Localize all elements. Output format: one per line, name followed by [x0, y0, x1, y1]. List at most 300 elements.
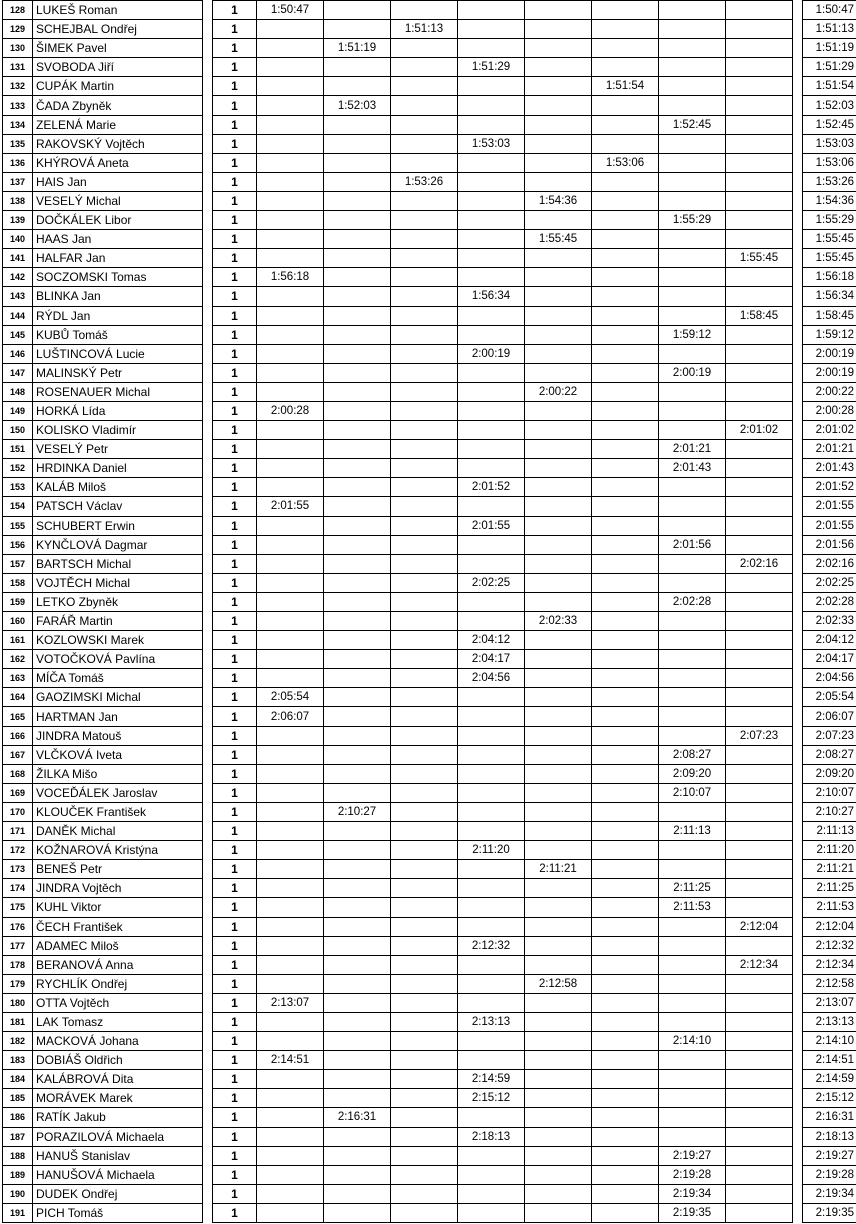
competitor-name-cell: DOČKÁLEK Libor	[33, 211, 203, 230]
split-time-cell: 2:18:13	[458, 1127, 525, 1146]
split-time-cell	[659, 478, 726, 497]
split-time-cell	[592, 879, 659, 898]
split-time-cell: 1:51:13	[391, 20, 458, 39]
split-time-cell	[525, 421, 592, 440]
split-time-cell	[324, 401, 391, 420]
spacer-cell	[203, 554, 213, 573]
split-time-cell	[726, 936, 793, 955]
split-time-cell	[592, 1165, 659, 1184]
competitor-name-cell: ROSENAUER Michal	[33, 382, 203, 401]
spacer-cell	[793, 325, 803, 344]
split-time-cell	[726, 898, 793, 917]
spacer-cell	[793, 650, 803, 669]
split-time-cell	[726, 1051, 793, 1070]
split-time-cell: 2:14:59	[458, 1070, 525, 1089]
split-time-cell	[592, 421, 659, 440]
split-time-cell	[257, 612, 324, 631]
competitor-name-cell: HARTMAN Jan	[33, 707, 203, 726]
total-time-cell: 2:02:33	[803, 612, 856, 631]
position-cell: 169	[3, 783, 33, 802]
split-time-cell: 2:01:02	[726, 421, 793, 440]
position-cell: 168	[3, 764, 33, 783]
table-row	[3, 382, 856, 401]
split-time-cell	[324, 1070, 391, 1089]
split-time-cell	[391, 631, 458, 650]
total-time-cell: 2:01:52	[803, 478, 856, 497]
split-time-cell	[257, 1089, 324, 1108]
position-cell: 187	[3, 1127, 33, 1146]
split-time-cell	[257, 764, 324, 783]
position-cell: 171	[3, 822, 33, 841]
table-row	[3, 1, 856, 20]
split-time-cell: 1:56:18	[257, 268, 324, 287]
competitor-name-cell: HANUŠOVÁ Michaela	[33, 1165, 203, 1184]
split-time-cell	[257, 631, 324, 650]
split-time-cell	[391, 1184, 458, 1203]
spacer-cell	[793, 134, 803, 153]
position-cell: 137	[3, 172, 33, 191]
total-time-cell: 2:19:35	[803, 1203, 856, 1222]
split-time-cell	[726, 459, 793, 478]
split-time-cell: 2:01:56	[659, 535, 726, 554]
split-time-cell	[391, 344, 458, 363]
split-time-cell	[726, 268, 793, 287]
spacer-cell	[793, 783, 803, 802]
laps-cell: 1	[213, 1012, 257, 1031]
spacer-cell	[793, 58, 803, 77]
split-time-cell	[324, 1203, 391, 1222]
split-time-cell: 2:05:54	[257, 688, 324, 707]
split-time-cell	[659, 974, 726, 993]
split-time-cell	[659, 1012, 726, 1031]
split-time-cell	[592, 287, 659, 306]
split-time-cell: 1:51:29	[458, 58, 525, 77]
split-time-cell	[391, 936, 458, 955]
split-time-cell	[525, 459, 592, 478]
split-time-cell: 2:04:12	[458, 631, 525, 650]
laps-cell: 1	[213, 363, 257, 382]
split-time-cell	[257, 1070, 324, 1089]
split-time-cell	[525, 401, 592, 420]
position-cell: 166	[3, 726, 33, 745]
laps-cell: 1	[213, 669, 257, 688]
split-time-cell: 1:56:34	[458, 287, 525, 306]
position-cell: 181	[3, 1012, 33, 1031]
split-time-cell	[257, 39, 324, 58]
split-time-cell	[592, 554, 659, 573]
split-time-cell: 2:01:43	[659, 459, 726, 478]
position-cell: 184	[3, 1070, 33, 1089]
competitor-name-cell: VLČKOVÁ Iveta	[33, 745, 203, 764]
spacer-cell	[793, 612, 803, 631]
total-time-cell: 2:04:17	[803, 650, 856, 669]
split-time-cell	[391, 860, 458, 879]
split-time-cell	[324, 535, 391, 554]
split-time-cell	[592, 650, 659, 669]
competitor-name-cell: HALFAR Jan	[33, 249, 203, 268]
spacer-cell	[793, 631, 803, 650]
table-row	[3, 1089, 856, 1108]
split-time-cell	[592, 1108, 659, 1127]
total-time-cell: 2:00:22	[803, 382, 856, 401]
table-row	[3, 612, 856, 631]
split-time-cell	[525, 554, 592, 573]
split-time-cell	[659, 134, 726, 153]
split-time-cell	[726, 822, 793, 841]
split-time-cell	[458, 1032, 525, 1051]
split-time-cell	[257, 669, 324, 688]
split-time-cell: 2:12:32	[458, 936, 525, 955]
split-time-cell	[257, 287, 324, 306]
spacer-cell	[203, 726, 213, 745]
split-time-cell: 2:10:07	[659, 783, 726, 802]
split-time-cell	[324, 191, 391, 210]
spacer-cell	[793, 478, 803, 497]
split-time-cell: 1:55:45	[525, 230, 592, 249]
laps-cell: 1	[213, 974, 257, 993]
table-row	[3, 516, 856, 535]
split-time-cell	[726, 592, 793, 611]
table-row	[3, 860, 856, 879]
split-time-cell	[659, 20, 726, 39]
split-time-cell	[726, 1127, 793, 1146]
split-time-cell	[659, 249, 726, 268]
total-time-cell: 1:55:45	[803, 230, 856, 249]
total-time-cell: 2:19:27	[803, 1146, 856, 1165]
split-time-cell	[592, 955, 659, 974]
spacer-cell	[793, 191, 803, 210]
split-time-cell	[458, 153, 525, 172]
split-time-cell	[391, 478, 458, 497]
spacer-cell	[793, 172, 803, 191]
total-time-cell: 2:02:28	[803, 592, 856, 611]
spacer-cell	[793, 554, 803, 573]
split-time-cell: 2:13:07	[257, 993, 324, 1012]
split-time-cell	[525, 363, 592, 382]
table-row	[3, 955, 856, 974]
split-time-cell	[391, 879, 458, 898]
spacer-cell	[793, 726, 803, 745]
split-time-cell	[525, 211, 592, 230]
split-time-cell	[592, 612, 659, 631]
split-time-cell	[324, 764, 391, 783]
split-time-cell	[391, 917, 458, 936]
split-time-cell	[257, 191, 324, 210]
total-time-cell: 2:00:28	[803, 401, 856, 420]
split-time-cell	[257, 363, 324, 382]
table-row	[3, 802, 856, 821]
laps-cell: 1	[213, 306, 257, 325]
spacer-cell	[793, 249, 803, 268]
split-time-cell	[324, 363, 391, 382]
competitor-name-cell: ŽILKA Mišo	[33, 764, 203, 783]
laps-cell: 1	[213, 344, 257, 363]
split-time-cell	[726, 497, 793, 516]
split-time-cell	[458, 77, 525, 96]
split-time-cell	[391, 1, 458, 20]
split-time-cell	[726, 1089, 793, 1108]
competitor-name-cell: KOLISKO Vladimír	[33, 421, 203, 440]
competitor-name-cell: MACKOVÁ Johana	[33, 1032, 203, 1051]
spacer-cell	[203, 669, 213, 688]
position-cell: 141	[3, 249, 33, 268]
split-time-cell	[525, 898, 592, 917]
spacer-cell	[793, 516, 803, 535]
spacer-cell	[203, 191, 213, 210]
spacer-cell	[203, 707, 213, 726]
split-time-cell: 2:01:52	[458, 478, 525, 497]
split-time-cell	[726, 363, 793, 382]
split-time-cell	[726, 382, 793, 401]
competitor-name-cell: KOZLOWSKI Marek	[33, 631, 203, 650]
total-time-cell: 2:06:07	[803, 707, 856, 726]
competitor-name-cell: KALÁBROVÁ Dita	[33, 1070, 203, 1089]
split-time-cell	[659, 1051, 726, 1070]
spacer-cell	[793, 898, 803, 917]
spacer-cell	[203, 1203, 213, 1222]
split-time-cell	[324, 459, 391, 478]
total-time-cell: 1:52:03	[803, 96, 856, 115]
split-time-cell	[592, 230, 659, 249]
table-row	[3, 993, 856, 1012]
split-time-cell	[592, 707, 659, 726]
spacer-cell	[203, 1, 213, 20]
total-time-cell: 2:11:21	[803, 860, 856, 879]
split-time-cell	[391, 1127, 458, 1146]
split-time-cell	[525, 592, 592, 611]
position-cell: 147	[3, 363, 33, 382]
split-time-cell	[525, 497, 592, 516]
table-row	[3, 172, 856, 191]
split-time-cell: 1:55:45	[726, 249, 793, 268]
split-time-cell	[592, 325, 659, 344]
laps-cell: 1	[213, 631, 257, 650]
split-time-cell	[525, 115, 592, 134]
split-time-cell	[391, 249, 458, 268]
spacer-cell	[793, 1108, 803, 1127]
spacer-cell	[203, 421, 213, 440]
position-cell: 139	[3, 211, 33, 230]
spacer-cell	[793, 39, 803, 58]
spacer-cell	[793, 1032, 803, 1051]
split-time-cell	[458, 401, 525, 420]
split-time-cell	[324, 1127, 391, 1146]
table-row	[3, 669, 856, 688]
laps-cell: 1	[213, 211, 257, 230]
split-time-cell	[592, 745, 659, 764]
spacer-cell	[203, 58, 213, 77]
total-time-cell: 1:55:45	[803, 249, 856, 268]
table-row	[3, 459, 856, 478]
split-time-cell	[391, 459, 458, 478]
laps-cell: 1	[213, 612, 257, 631]
split-time-cell	[257, 115, 324, 134]
split-time-cell	[659, 268, 726, 287]
total-time-cell: 2:12:58	[803, 974, 856, 993]
laps-cell: 1	[213, 191, 257, 210]
split-time-cell	[257, 58, 324, 77]
competitor-name-cell: PICH Tomáš	[33, 1203, 203, 1222]
laps-cell: 1	[213, 1165, 257, 1184]
split-time-cell	[659, 669, 726, 688]
split-time-cell	[592, 936, 659, 955]
split-time-cell	[592, 1, 659, 20]
total-time-cell: 2:14:10	[803, 1032, 856, 1051]
split-time-cell	[659, 631, 726, 650]
split-time-cell	[525, 535, 592, 554]
competitor-name-cell: OTTA Vojtěch	[33, 993, 203, 1012]
split-time-cell	[525, 39, 592, 58]
spacer-cell	[793, 363, 803, 382]
split-time-cell	[391, 1146, 458, 1165]
split-time-cell	[525, 1203, 592, 1222]
split-time-cell	[458, 688, 525, 707]
split-time-cell: 1:53:03	[458, 134, 525, 153]
spacer-cell	[793, 1070, 803, 1089]
split-time-cell	[726, 211, 793, 230]
split-time-cell	[592, 783, 659, 802]
split-time-cell	[257, 77, 324, 96]
split-time-cell: 2:12:58	[525, 974, 592, 993]
split-time-cell	[726, 153, 793, 172]
split-time-cell	[592, 268, 659, 287]
competitor-name-cell: KUBŮ Tomáš	[33, 325, 203, 344]
laps-cell: 1	[213, 726, 257, 745]
laps-cell: 1	[213, 802, 257, 821]
split-time-cell: 2:02:25	[458, 573, 525, 592]
split-time-cell	[726, 39, 793, 58]
total-time-cell: 1:56:34	[803, 287, 856, 306]
table-row	[3, 421, 856, 440]
laps-cell: 1	[213, 77, 257, 96]
competitor-name-cell: RYCHLÍK Ondřej	[33, 974, 203, 993]
split-time-cell: 2:04:56	[458, 669, 525, 688]
split-time-cell	[324, 1184, 391, 1203]
table-row	[3, 898, 856, 917]
split-time-cell	[257, 382, 324, 401]
competitor-name-cell: DOBIÁŠ Oldřich	[33, 1051, 203, 1070]
total-time-cell: 2:01:55	[803, 516, 856, 535]
split-time-cell	[726, 325, 793, 344]
position-cell: 175	[3, 898, 33, 917]
table-row	[3, 1108, 856, 1127]
split-time-cell	[525, 879, 592, 898]
position-cell: 132	[3, 77, 33, 96]
total-time-cell: 1:51:19	[803, 39, 856, 58]
split-time-cell	[257, 1165, 324, 1184]
laps-cell: 1	[213, 764, 257, 783]
position-cell: 151	[3, 440, 33, 459]
split-time-cell	[525, 249, 592, 268]
total-time-cell: 1:56:18	[803, 268, 856, 287]
split-time-cell	[726, 96, 793, 115]
split-time-cell	[257, 879, 324, 898]
table-row	[3, 440, 856, 459]
table-row	[3, 20, 856, 39]
split-time-cell	[726, 707, 793, 726]
split-time-cell	[391, 230, 458, 249]
split-time-cell	[458, 96, 525, 115]
spacer-cell	[203, 993, 213, 1012]
split-time-cell: 2:08:27	[659, 745, 726, 764]
split-time-cell	[458, 860, 525, 879]
split-time-cell	[458, 1, 525, 20]
total-time-cell: 1:53:26	[803, 172, 856, 191]
competitor-name-cell: HAAS Jan	[33, 230, 203, 249]
split-time-cell	[592, 1089, 659, 1108]
split-time-cell	[525, 669, 592, 688]
laps-cell: 1	[213, 936, 257, 955]
spacer-cell	[793, 974, 803, 993]
position-cell: 155	[3, 516, 33, 535]
position-cell: 191	[3, 1203, 33, 1222]
total-time-cell: 2:14:51	[803, 1051, 856, 1070]
table-row	[3, 230, 856, 249]
total-time-cell: 2:01:21	[803, 440, 856, 459]
table-row	[3, 325, 856, 344]
split-time-cell: 2:12:04	[726, 917, 793, 936]
laps-cell: 1	[213, 879, 257, 898]
table-row	[3, 363, 856, 382]
split-time-cell	[391, 325, 458, 344]
competitor-name-cell: VOJTĚCH Michal	[33, 573, 203, 592]
laps-cell: 1	[213, 1184, 257, 1203]
split-time-cell	[659, 688, 726, 707]
split-time-cell	[324, 478, 391, 497]
spacer-cell	[793, 440, 803, 459]
laps-cell: 1	[213, 325, 257, 344]
split-time-cell	[458, 745, 525, 764]
split-time-cell	[525, 1165, 592, 1184]
position-cell: 128	[3, 1, 33, 20]
split-time-cell	[458, 726, 525, 745]
split-time-cell	[592, 802, 659, 821]
competitor-name-cell: BARTSCH Michal	[33, 554, 203, 573]
spacer-cell	[203, 898, 213, 917]
split-time-cell	[592, 974, 659, 993]
spacer-cell	[203, 96, 213, 115]
split-time-cell	[726, 1184, 793, 1203]
spacer-cell	[203, 1127, 213, 1146]
laps-cell: 1	[213, 249, 257, 268]
split-time-cell	[592, 497, 659, 516]
results-body	[3, 1, 856, 1223]
split-time-cell	[324, 77, 391, 96]
spacer-cell	[203, 249, 213, 268]
split-time-cell	[391, 974, 458, 993]
split-time-cell: 2:02:28	[659, 592, 726, 611]
spacer-cell	[793, 1127, 803, 1146]
split-time-cell: 2:11:21	[525, 860, 592, 879]
split-time-cell	[458, 879, 525, 898]
spacer-cell	[793, 764, 803, 783]
split-time-cell	[324, 172, 391, 191]
competitor-name-cell: CUPÁK Martin	[33, 77, 203, 96]
split-time-cell	[726, 478, 793, 497]
spacer-cell	[203, 936, 213, 955]
split-time-cell	[525, 287, 592, 306]
position-cell: 146	[3, 344, 33, 363]
competitor-name-cell: PATSCH Václav	[33, 497, 203, 516]
split-time-cell	[659, 936, 726, 955]
split-time-cell	[592, 478, 659, 497]
split-time-cell	[458, 955, 525, 974]
laps-cell: 1	[213, 688, 257, 707]
split-time-cell	[592, 96, 659, 115]
split-time-cell	[659, 153, 726, 172]
spacer-cell	[203, 516, 213, 535]
table-row	[3, 822, 856, 841]
